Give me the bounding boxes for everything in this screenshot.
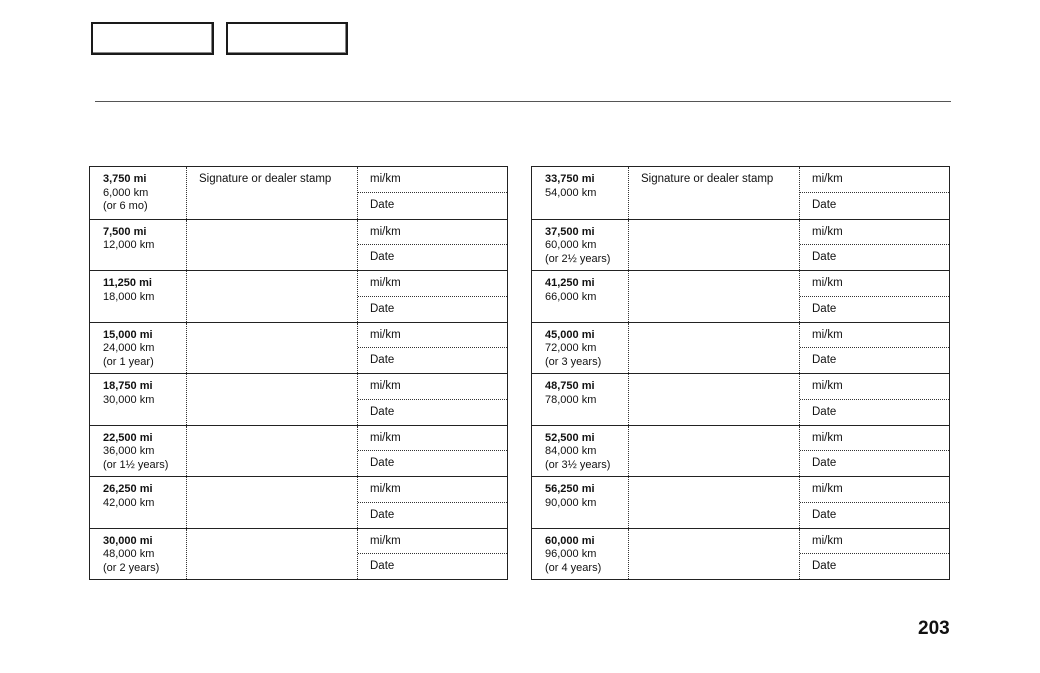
interval-miles: 37,500 mi (545, 225, 595, 238)
date-label: Date (812, 302, 837, 315)
date-field[interactable] (800, 348, 949, 373)
service-interval (532, 323, 629, 374)
interval-km: 36,000 km (103, 445, 155, 457)
signature-cell[interactable] (187, 167, 358, 219)
date-field[interactable] (358, 245, 507, 270)
interval-time: (or 4 years) (545, 561, 602, 574)
interval-km: 48,000 km (103, 548, 155, 560)
mileage-label: mi/km (370, 380, 401, 392)
signature-cell[interactable] (187, 426, 358, 477)
mileage-field[interactable] (800, 167, 949, 193)
record-cell (358, 426, 507, 477)
mileage-label: mi/km (370, 483, 401, 495)
mileage-label: mi/km (370, 225, 401, 238)
mileage-label: mi/km (812, 173, 843, 185)
table-row (90, 476, 507, 528)
service-interval (532, 529, 629, 580)
mileage-label: mi/km (370, 328, 401, 341)
table-row (532, 425, 949, 477)
service-interval (90, 323, 187, 374)
mileage-label: mi/km (812, 483, 843, 495)
service-interval (532, 477, 629, 528)
signature-cell[interactable] (629, 220, 800, 271)
date-field[interactable] (800, 503, 949, 528)
signature-cell[interactable] (187, 323, 358, 374)
interval-km: 60,000 km (545, 239, 597, 251)
mileage-label: mi/km (812, 328, 843, 341)
mileage-label: mi/km (812, 225, 843, 238)
service-interval (90, 271, 187, 322)
interval-time: (or 3½ years) (545, 458, 611, 471)
date-field[interactable] (358, 400, 507, 425)
mileage-field[interactable] (800, 323, 949, 349)
signature-cell[interactable] (187, 374, 358, 425)
interval-miles: 52,500 mi (545, 431, 595, 444)
mileage-field[interactable] (358, 220, 507, 246)
record-cell (800, 323, 949, 374)
interval-km: 6,000 km (103, 186, 149, 199)
interval-time: (or 6 mo) (103, 200, 148, 212)
service-interval (532, 426, 629, 477)
date-label: Date (812, 405, 837, 418)
maintenance-log-table-left (89, 166, 508, 580)
date-field[interactable] (800, 400, 949, 425)
signature-cell[interactable] (629, 323, 800, 374)
interval-miles: 41,250 mi (545, 277, 595, 289)
service-interval (90, 529, 187, 580)
mileage-field[interactable] (800, 477, 949, 503)
record-cell (800, 426, 949, 477)
record-cell (800, 374, 949, 425)
table-row (90, 270, 507, 322)
signature-cell[interactable] (629, 271, 800, 322)
interval-miles: 45,000 mi (545, 328, 595, 341)
date-label: Date (812, 457, 837, 470)
date-label: Date (812, 354, 837, 367)
service-interval (532, 167, 629, 219)
table-row (90, 425, 507, 477)
record-cell (800, 167, 949, 219)
table-row (532, 373, 949, 425)
mileage-field[interactable] (358, 271, 507, 297)
date-label: Date (370, 560, 395, 573)
mileage-label: mi/km (812, 380, 843, 392)
table-row (90, 322, 507, 374)
service-interval (90, 426, 187, 477)
date-label: Date (812, 199, 837, 212)
interval-time: (or 1½ years) (103, 458, 169, 471)
interval-miles: 15,000 mi (103, 328, 153, 341)
mileage-field[interactable] (800, 426, 949, 452)
interval-time: (or 3 years) (545, 355, 602, 368)
date-label: Date (370, 457, 395, 470)
record-cell (800, 271, 949, 322)
interval-km: 78,000 km (545, 393, 597, 406)
maintenance-log-table-right (531, 166, 950, 580)
record-cell (358, 271, 507, 322)
date-field[interactable] (358, 297, 507, 322)
interval-miles: 33,750 mi (545, 173, 595, 185)
signature-cell[interactable] (629, 477, 800, 528)
signature-label: Signature or dealer stamp (641, 173, 774, 185)
interval-km: 42,000 km (103, 496, 155, 509)
mileage-field[interactable] (800, 271, 949, 297)
interval-km: 24,000 km (103, 342, 155, 354)
table-row (90, 528, 507, 580)
signature-cell[interactable] (629, 529, 800, 580)
service-interval (532, 271, 629, 322)
interval-km: 96,000 km (545, 548, 597, 560)
service-interval (532, 220, 629, 271)
page-number: 203 (918, 618, 950, 639)
date-label: Date (370, 405, 395, 418)
mileage-field[interactable] (800, 374, 949, 400)
date-label: Date (812, 560, 837, 573)
interval-km: 90,000 km (545, 496, 597, 509)
record-cell (800, 477, 949, 528)
interval-miles: 48,750 mi (545, 380, 595, 392)
record-cell (358, 167, 507, 219)
date-field[interactable] (358, 193, 507, 218)
interval-km: 18,000 km (103, 290, 155, 303)
signature-cell[interactable] (187, 477, 358, 528)
date-field[interactable] (358, 503, 507, 528)
record-cell (358, 323, 507, 374)
interval-miles: 11,250 mi (103, 277, 152, 289)
interval-miles: 60,000 mi (545, 534, 595, 547)
interval-time: (or 2½ years) (545, 252, 611, 265)
interval-km: 54,000 km (545, 186, 597, 199)
interval-miles: 18,750 mi (103, 380, 153, 392)
service-interval (90, 374, 187, 425)
date-label: Date (370, 302, 395, 315)
service-interval (90, 220, 187, 271)
service-interval (90, 477, 187, 528)
interval-time: (or 1 year) (103, 355, 154, 368)
record-cell (358, 529, 507, 580)
nav-button-1[interactable] (91, 22, 214, 55)
date-field[interactable] (800, 245, 949, 270)
date-field[interactable] (800, 451, 949, 476)
mileage-field[interactable] (358, 374, 507, 400)
mileage-field[interactable] (358, 529, 507, 555)
signature-cell[interactable] (629, 167, 800, 219)
date-label: Date (812, 508, 837, 521)
mileage-field[interactable] (800, 220, 949, 246)
mileage-field[interactable] (800, 529, 949, 555)
signature-cell[interactable] (187, 529, 358, 580)
record-cell (358, 374, 507, 425)
mileage-field[interactable] (358, 167, 507, 193)
table-row (90, 167, 507, 219)
mileage-label: mi/km (370, 431, 401, 444)
interval-miles: 22,500 mi (103, 431, 153, 444)
date-field[interactable] (358, 348, 507, 373)
mileage-label: mi/km (812, 277, 843, 289)
record-cell (800, 220, 949, 271)
signature-label: Signature or dealer stamp (199, 173, 332, 185)
date-label: Date (812, 251, 837, 264)
service-interval (90, 167, 187, 219)
date-field[interactable] (358, 451, 507, 476)
table-row (532, 270, 949, 322)
signature-cell[interactable] (629, 426, 800, 477)
table-row (90, 219, 507, 271)
interval-miles: 7,500 mi (103, 225, 147, 238)
date-label: Date (370, 508, 395, 521)
date-field[interactable] (800, 193, 949, 218)
interval-km: 72,000 km (545, 342, 597, 354)
interval-time: (or 2 years) (103, 561, 160, 574)
record-cell (358, 220, 507, 271)
mileage-field[interactable] (358, 426, 507, 452)
interval-km: 12,000 km (103, 239, 155, 251)
date-label: Date (370, 354, 395, 367)
date-field[interactable] (800, 554, 949, 579)
interval-miles: 56,250 mi (545, 483, 595, 495)
interval-km: 66,000 km (545, 290, 597, 303)
interval-km: 30,000 km (103, 393, 155, 406)
signature-cell[interactable] (187, 220, 358, 271)
signature-cell[interactable] (629, 374, 800, 425)
record-cell (800, 529, 949, 580)
interval-miles: 30,000 mi (103, 534, 153, 547)
date-label: Date (370, 199, 395, 212)
signature-cell[interactable] (187, 271, 358, 322)
mileage-label: mi/km (812, 534, 843, 547)
mileage-label: mi/km (370, 173, 401, 185)
service-interval (532, 374, 629, 425)
mileage-field[interactable] (358, 323, 507, 349)
record-cell (358, 477, 507, 528)
date-field[interactable] (358, 554, 507, 579)
table-row (532, 219, 949, 271)
table-row (532, 476, 949, 528)
mileage-label: mi/km (812, 431, 843, 444)
table-row (90, 373, 507, 425)
table-row (532, 167, 949, 219)
mileage-label: mi/km (370, 534, 401, 547)
mileage-label: mi/km (370, 277, 401, 289)
table-row (532, 528, 949, 580)
nav-button-2[interactable] (226, 22, 348, 55)
mileage-field[interactable] (358, 477, 507, 503)
date-label: Date (370, 251, 395, 264)
interval-km: 84,000 km (545, 445, 597, 457)
interval-miles: 26,250 mi (103, 483, 153, 495)
date-field[interactable] (800, 297, 949, 322)
header-rule (95, 101, 951, 102)
table-row (532, 322, 949, 374)
interval-miles: 3,750 mi (103, 173, 147, 185)
